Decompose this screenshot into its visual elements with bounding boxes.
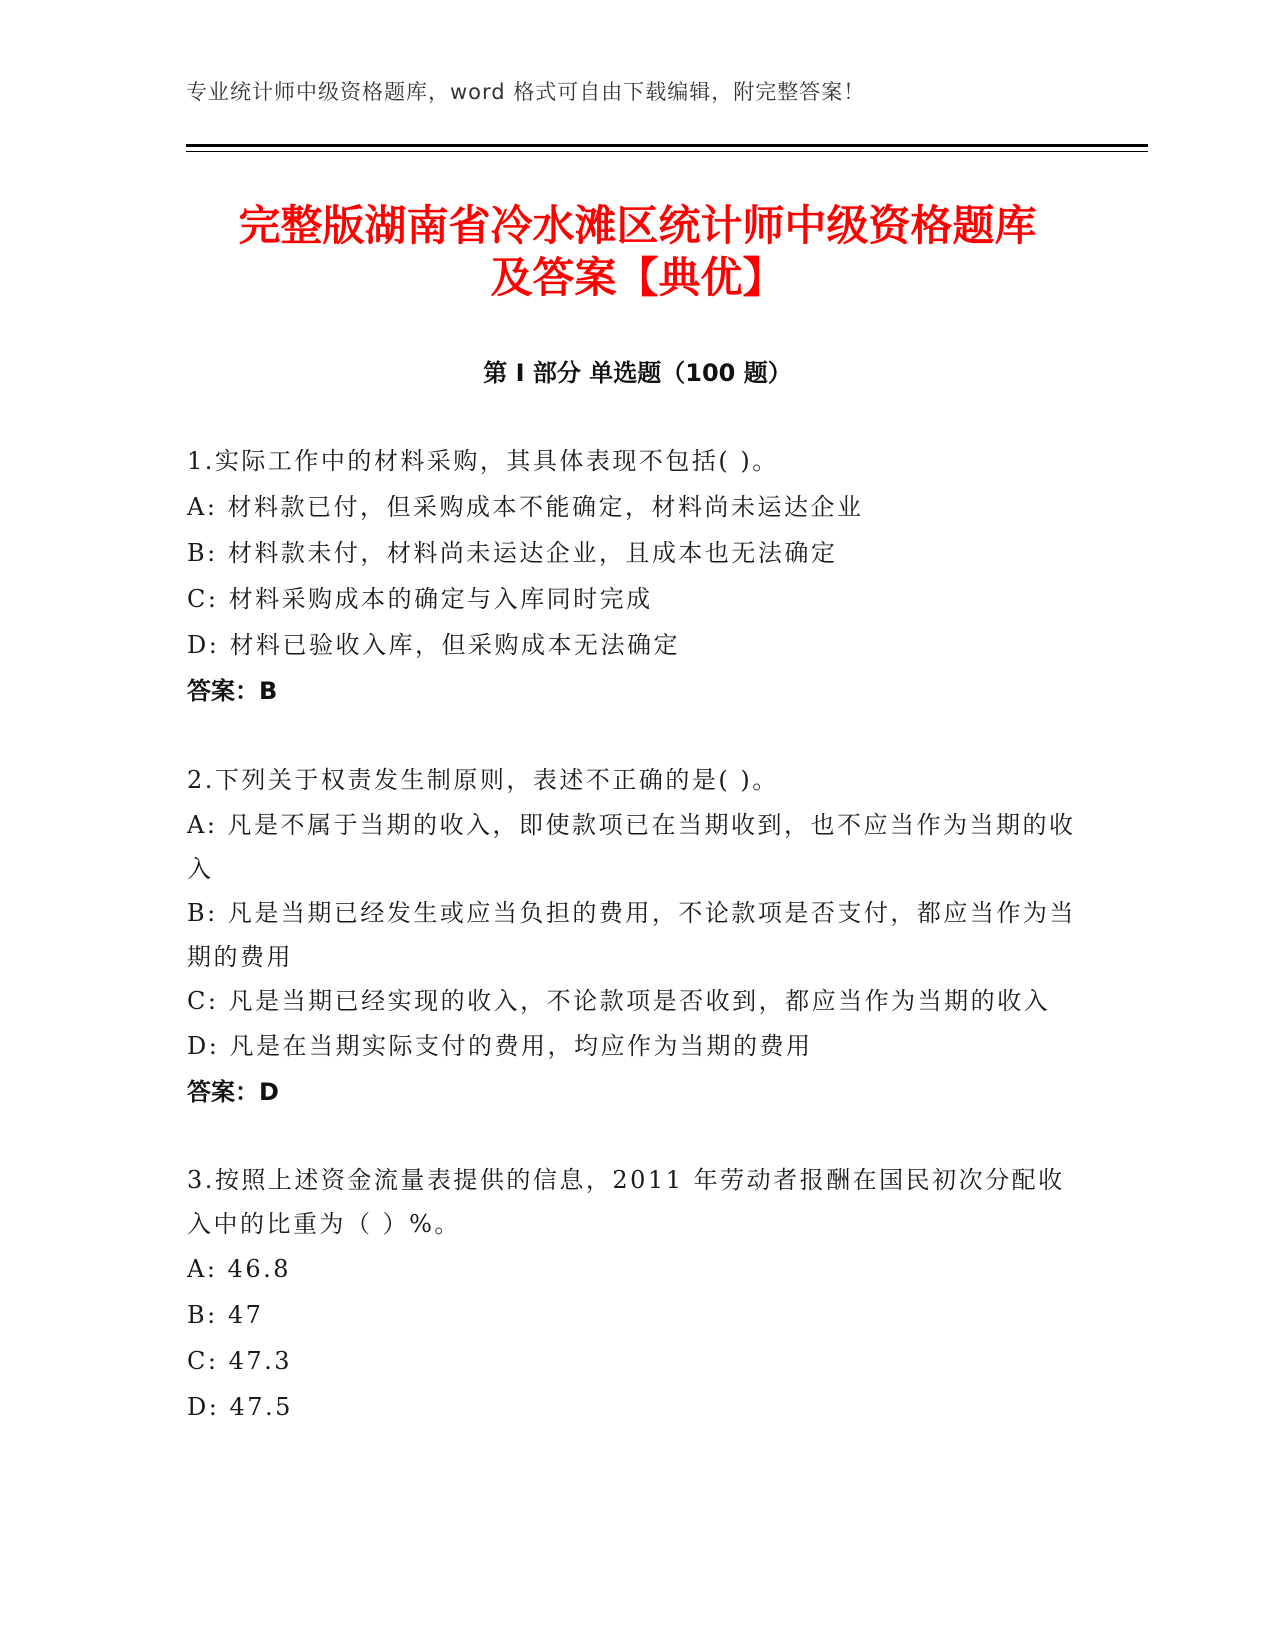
question-stem: 1.实际工作中的材料采购，其具体表现不包括( )。	[187, 447, 779, 475]
question-stem: 2.下列关于权责发生制原则，表述不正确的是( )。	[187, 766, 779, 794]
document-title	[150, 200, 1125, 304]
document-title-line-2: 及答案【典优】	[490, 253, 785, 302]
option-c: C: 材料采购成本的确定与入库同时完成	[187, 585, 653, 613]
header-rule-thick	[186, 144, 1148, 147]
document-title-line-1: 完整版湖南省冷水滩区统计师中级资格题库	[238, 201, 1037, 250]
option-b: B: 材料款未付，材料尚未运达企业，且成本也无法确定	[187, 539, 838, 567]
answer: 答案：B	[187, 677, 278, 705]
section-heading: 第 I 部分 单选题（100 题）	[483, 359, 792, 387]
option-a: A: 46.8	[187, 1255, 291, 1283]
option-c: C: 凡是当期已经实现的收入，不论款项是否收到，都应当作为当期的收入	[187, 987, 1051, 1015]
option-a: A: 材料款已付，但采购成本不能确定，材料尚未运达企业	[187, 493, 864, 521]
question-stem: 3.按照上述资金流量表提供的信息，2011 年劳动者报酬在国民初次分配收入中的比重为（ ）%。	[187, 1166, 1065, 1238]
option-b: B: 47	[187, 1301, 264, 1329]
option-d: D: 凡是在当期实际支付的费用，均应作为当期的费用	[187, 1032, 813, 1060]
page-header: 专业统计师中级资格题库，word 格式可自由下载编辑，附完整答案！	[186, 80, 866, 104]
question-3	[187, 1158, 1087, 1430]
option-a: A: 凡是不属于当期的收入，即使款项已在当期收到，也不应当作为当期的收入	[187, 811, 1076, 883]
option-c: C: 47.3	[187, 1347, 293, 1375]
option-b: B: 凡是当期已经发生或应当负担的费用，不论款项是否支付，都应当作为当期的费用	[187, 899, 1076, 971]
header-rule-thin	[186, 151, 1148, 152]
answer: 答案：D	[187, 1078, 279, 1106]
question-1	[187, 438, 1087, 714]
question-2	[187, 757, 1087, 1115]
option-d: D: 47.5	[187, 1393, 293, 1421]
question-list	[187, 438, 1087, 1473]
option-d: D: 材料已验收入库，但采购成本无法确定	[187, 631, 680, 659]
